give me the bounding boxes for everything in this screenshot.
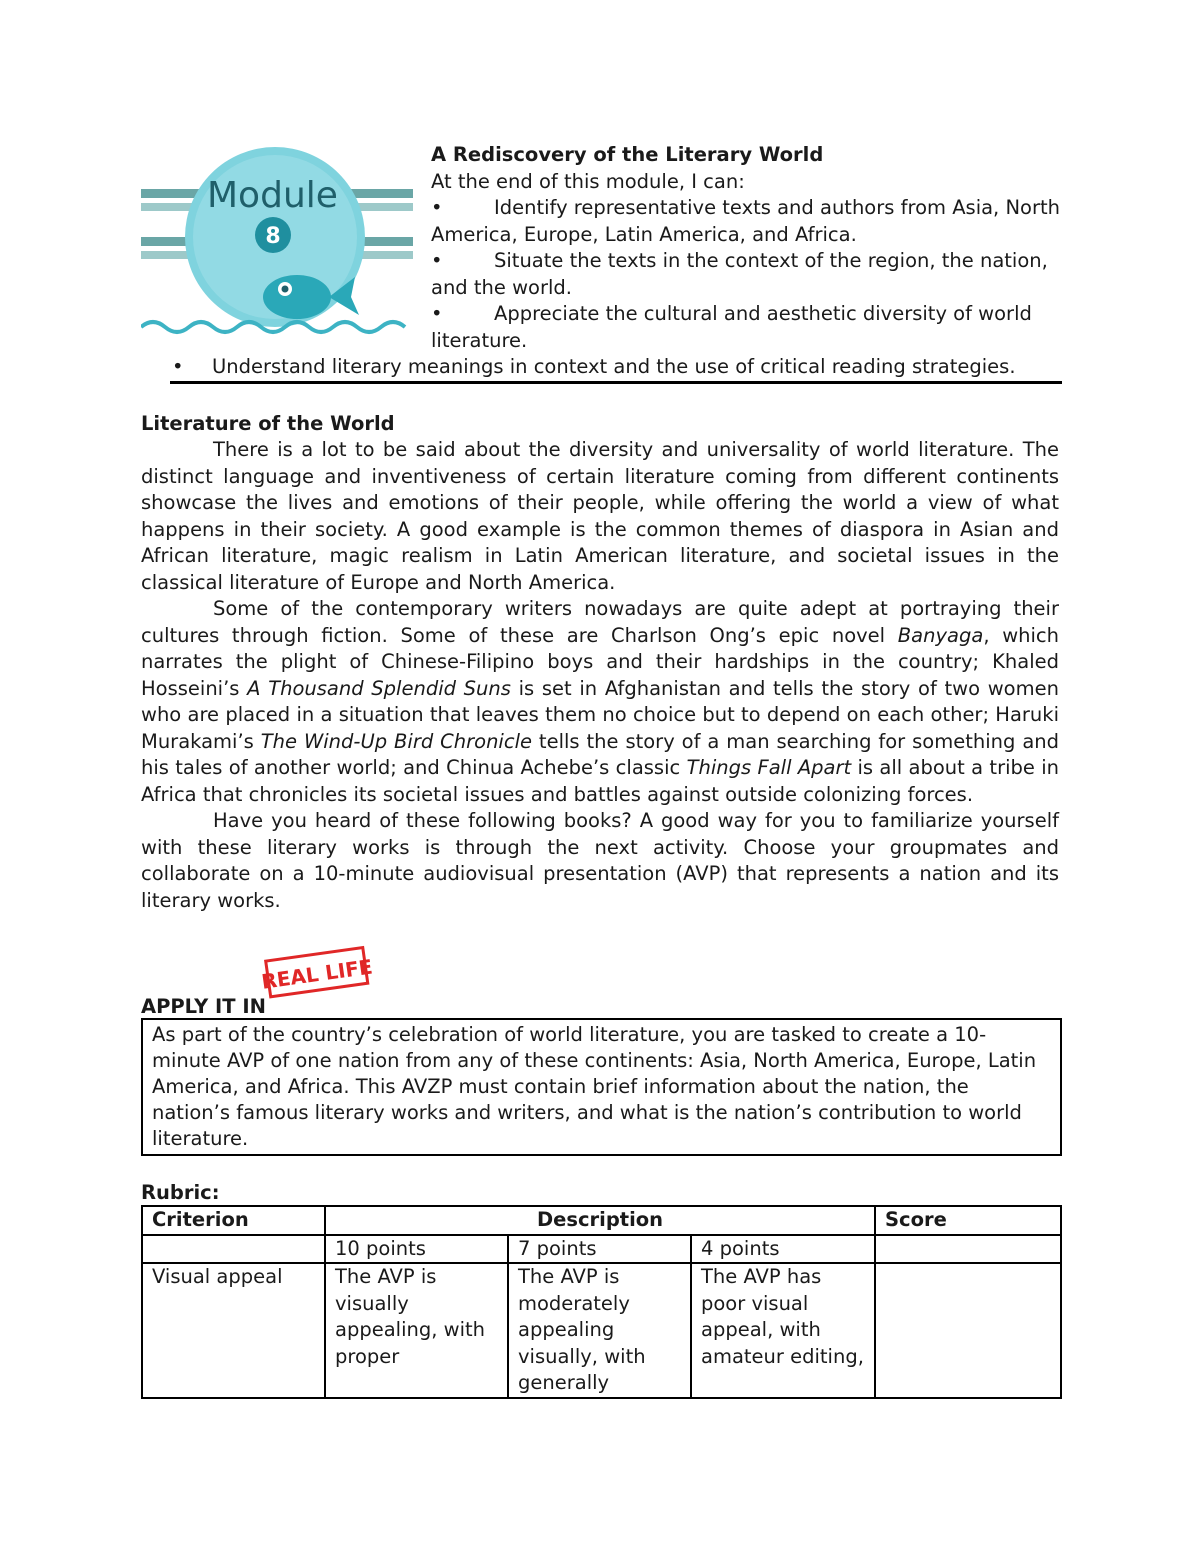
paragraph: Some of the contemporary writers nowadays are quite adept at portraying their cultures through fiction. Some of these are Charlson Ong’s epic novel Banyaga, which narrates the plight of Chinese-Filipino boys and their hardships in the country; Khaled Hosseini’s A Thousand Splendid Suns is set in Afghanistan and tells the story of two women who are placed in a situation that leaves them no choice but to depend on each other; Haruki Murakami’s The Wind-Up Bird Chronicle tells the story of a man searching for something and his tales of another world; and Chinua Achebe’s classic Things Fall Apart is all about a tribe in Africa that chronicles its societal issues and battles against outside colonizing forces. <box>141 597 1060 806</box>
criterion-cell: Visual appeal <box>142 1263 325 1398</box>
header-score: Score <box>875 1206 1061 1235</box>
book-title: The Wind-Up Bird Chronicle <box>260 729 532 753</box>
table-row <box>142 1206 1061 1235</box>
section-title: Literature of the World <box>141 412 395 435</box>
book-title: Banyaga <box>897 623 984 647</box>
table-cell: The AVP is visually appealing, with proper <box>325 1263 508 1398</box>
level-4: 4 points <box>691 1235 875 1264</box>
level-7: 7 points <box>508 1235 691 1264</box>
header-divider <box>170 381 1062 384</box>
table-row <box>142 1235 1061 1264</box>
svg-text:Module: Module <box>207 175 338 216</box>
book-title: A Thousand Splendid Suns <box>247 676 511 700</box>
fish-logo-icon <box>141 145 413 335</box>
table-cell: The AVP is moderately appealing visually, with generally <box>508 1263 691 1398</box>
objective-item: • Appreciate the cultural and aesthetic diversity of world literature. <box>431 302 1032 352</box>
score-cell <box>875 1263 1061 1398</box>
task-box: As part of the country’s celebration of world literature, you are tasked to create a 10-minute AVP of one nation from any of these continents: Asia, North America, Europe, Latin America, and Africa. This AVZP must contain brief information about the nation, the nation’s famous literary works and writers, and what is the nation’s contribution to world literature. <box>141 1018 1062 1156</box>
module-8-logo <box>141 145 413 335</box>
stamp-icon <box>262 944 374 1006</box>
rubric-label: Rubric: <box>141 1181 220 1204</box>
objective-item: • Situate the texts in the context of the region, the nation, and the world. <box>431 249 1048 299</box>
section-body <box>141 437 1059 914</box>
table-cell <box>142 1235 325 1264</box>
paragraph: Have you heard of these following books? A good way for you to familiarize yourself with these literary works is through the next activity. Choose your groupmates and collaborate on a 10-minute audiovisual presentation (AVP) that represents a nation and its literary works. <box>141 809 1059 912</box>
module-title: A Rediscovery of the Literary World <box>431 143 824 166</box>
book-title: Things Fall Apart <box>686 756 852 779</box>
table-row <box>142 1263 1061 1398</box>
objective-item: • Identify representative texts and authors from Asia, North America, Europe, Latin America, and Africa. <box>431 196 1060 246</box>
apply-label: APPLY IT IN <box>141 995 266 1018</box>
level-10: 10 points <box>325 1235 508 1264</box>
header-description: Description <box>325 1206 875 1235</box>
objective-item: • Understand literary meanings in context and the use of critical reading strategies. <box>172 355 1016 378</box>
stamp-text: REAL LIFE <box>262 954 374 994</box>
table-cell <box>875 1235 1061 1264</box>
header-criterion: Criterion <box>142 1206 325 1235</box>
table-cell: The AVP has poor visual appeal, with amateur editing, <box>691 1263 875 1398</box>
objectives-intro: At the end of this module, I can: <box>431 169 745 193</box>
svg-text:8: 8 <box>265 224 281 249</box>
rubric-table <box>141 1205 1062 1399</box>
paragraph: There is a lot to be said about the diversity and universality of world literature. The distinct language and inventiveness of certain literature coming from different continents showcase the lives and emotions of their people, while offering the world a view of what happens in their society. A good example is the common themes of diaspora in Asian and African literature, magic realism in Latin American literature, and societal issues in the classical literature of Europe and North America. <box>141 438 1059 594</box>
real-life-stamp <box>262 944 374 1006</box>
module-header <box>431 142 1071 354</box>
